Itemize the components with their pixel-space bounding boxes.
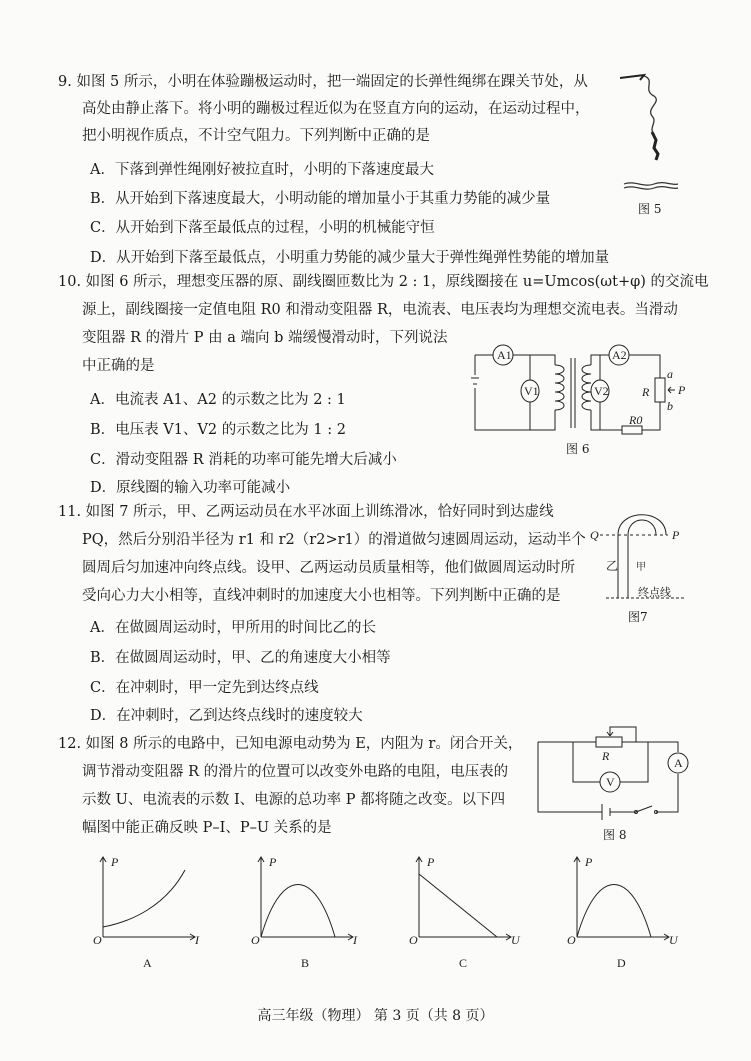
q11-line-1: 11. 如图 7 所示，甲、乙两运动员在水平冰面上训练滑冰，恰好同时到达虚线 (58, 504, 554, 520)
terminal-b-label: b (667, 399, 673, 413)
skater-jia-label: 甲 (636, 562, 646, 573)
q10-line-2: 源上，副线圈接一定值电阻 R0 和滑动变阻器 R，电流表、电压表均为理想交流电表。当滑动 (82, 302, 678, 318)
q9-option-c: C．从开始到下落至最低点的过程，小明的机械能守恒 (90, 220, 435, 236)
q10-line-3: 变阻器 R 的滑片 P 由 a 端向 b 端缓慢滑动时，下列说法 (82, 330, 448, 346)
graph-a-ylabel: P (111, 855, 119, 869)
q9-option-b: B．从开始到下落速度最大，小明动能的增加量小于其重力势能的减少量 (90, 191, 551, 207)
graph-c-origin: O (409, 933, 418, 947)
answer-graphs (85, 852, 685, 977)
line-p-label: P (672, 528, 680, 542)
curve-d (577, 885, 651, 938)
q12-line-1: 12. 如图 8 所示的电路中，已知电源电动势为 E，内阻为 r。闭合开关， (58, 736, 523, 752)
graph-d-label: D (617, 956, 626, 970)
graph-d-ylabel: P (585, 855, 593, 869)
q11-line-3: 圆周后匀加速冲向终点线。设甲、乙两运动员质量相等，他们做圆周运动时所 (82, 560, 575, 576)
graph-b-xlabel: I (353, 933, 357, 947)
q11-line-2: PQ，然后分别沿半径为 r1 和 r2（r2>r1）的滑道做匀速圆周运动，运动半个 (82, 532, 586, 548)
q12-line-4: 幅图中能正确反映 P–I、P–U 关系的是 (82, 820, 332, 836)
ammeter-a1-label: A1 (497, 348, 512, 362)
rheostat-r-label: R (642, 385, 650, 399)
q12-line-3: 示数 U、电流表的示数 I、电源的总功率 P 都将随之改变。以下四 (82, 792, 506, 808)
question-9 (58, 72, 618, 272)
line-q-label: Q (590, 528, 599, 542)
graph-d-xlabel: U (669, 933, 678, 947)
skater-yi-label: 乙 (606, 559, 619, 573)
ammeter-a-label: A (674, 756, 683, 770)
rheostat-r-label: R (602, 749, 610, 763)
q11-line-4: 受向心力大小相等，直线冲刺时的加速度大小也相等。下列判断中正确的是 (82, 588, 561, 604)
voltmeter-v2-label: V2 (594, 384, 609, 398)
q10-option-a: A．电流表 A1、A2 的示数之比为 2 : 1 (90, 392, 346, 408)
figure-7-skating-tracks (588, 510, 698, 610)
q10-option-c: C．滑动变阻器 R 消耗的功率可能先增大后减小 (90, 452, 397, 468)
figure-5-caption: 图 5 (638, 202, 662, 216)
figure-7-caption: 图7 (628, 610, 648, 624)
q9-line-3: 把小明视作质点，不计空气阻力。下列判断中正确的是 (82, 128, 430, 144)
graph-c-label: C (459, 956, 468, 970)
ammeter-a2-label: A2 (612, 348, 627, 362)
q9-line-1: 9. 如图 5 所示，小明在体验蹦极运动时，把一端固定的长弹性绳绑在踝关节处，从 (58, 74, 588, 90)
graph-b-ylabel: P (269, 855, 277, 869)
graph-a-label: A (143, 956, 152, 970)
q9-option-a: A．下落到弹性绳刚好被拉直时，小明的下落速度最大 (90, 162, 434, 178)
q11-option-c: C．在冲刺时，甲一定先到达终点线 (90, 680, 319, 696)
graph-d (559, 852, 689, 977)
question-12 (58, 734, 558, 849)
q9-option-d: D．从开始到下落至最低点，小明重力势能的减少量大于弹性绳弹性势能的增加量 (90, 250, 610, 266)
terminal-a-label: a (667, 367, 673, 381)
graph-a (85, 852, 215, 977)
q10-option-b: B．电压表 V1、V2 的示数之比为 1 : 2 (90, 422, 346, 438)
graph-d-origin: O (567, 933, 576, 947)
q10-line-1: 10. 如图 6 所示，理想变压器的原、副线圈匝数比为 2 : 1，原线圈接在 u=Umcos(ωt+φ) 的交流电 (58, 274, 709, 290)
graph-b (243, 852, 373, 977)
slider-p-label: P (678, 383, 686, 397)
q11-option-a: A．在做圆周运动时，甲所用的时间比乙的长 (90, 620, 376, 636)
graph-a-origin: O (93, 933, 102, 947)
q11-option-b: B．在做圆周运动时，甲、乙的角速度大小相等 (90, 650, 391, 666)
figure-8-circuit (538, 722, 708, 827)
graph-c-xlabel: U (511, 933, 520, 947)
q10-option-d: D．原线圈的输入功率可能减小 (90, 480, 291, 496)
page-footer: 高三年级（物理） 第 3 页（共 8 页） (257, 1008, 494, 1024)
graph-b-origin: O (251, 933, 260, 947)
voltmeter-v1-label: V1 (524, 384, 539, 398)
q11-option-d: D．在冲刺时，乙到达终点线时的速度较大 (90, 708, 363, 724)
graph-c (401, 852, 531, 977)
graph-a-xlabel: I (195, 933, 199, 947)
figure-8-caption: 图 8 (603, 828, 627, 842)
figure-6-transformer-circuit (475, 340, 690, 435)
curve-b (261, 885, 335, 938)
finish-line-label: 终点线 (638, 587, 671, 599)
curve-a (103, 870, 185, 927)
graph-c-ylabel: P (427, 855, 435, 869)
resistor-r0-label: R0 (629, 413, 643, 427)
q10-line-4: 中正确的是 (82, 358, 155, 374)
figure-5-bungee (612, 70, 682, 210)
figure-6-caption: 图 6 (566, 442, 590, 456)
q12-line-2: 调节滑动变阻器 R 的滑片的位置可以改变外电路的电阻，电压表的 (82, 764, 509, 780)
voltmeter-v-label: V (606, 775, 615, 789)
line-c (419, 874, 497, 937)
question-11 (58, 502, 638, 722)
graph-b-label: B (301, 956, 310, 970)
q9-line-2: 高处由静止落下。将小明的蹦极过程近似为在竖直方向的运动，在运动过程中， (82, 101, 590, 117)
